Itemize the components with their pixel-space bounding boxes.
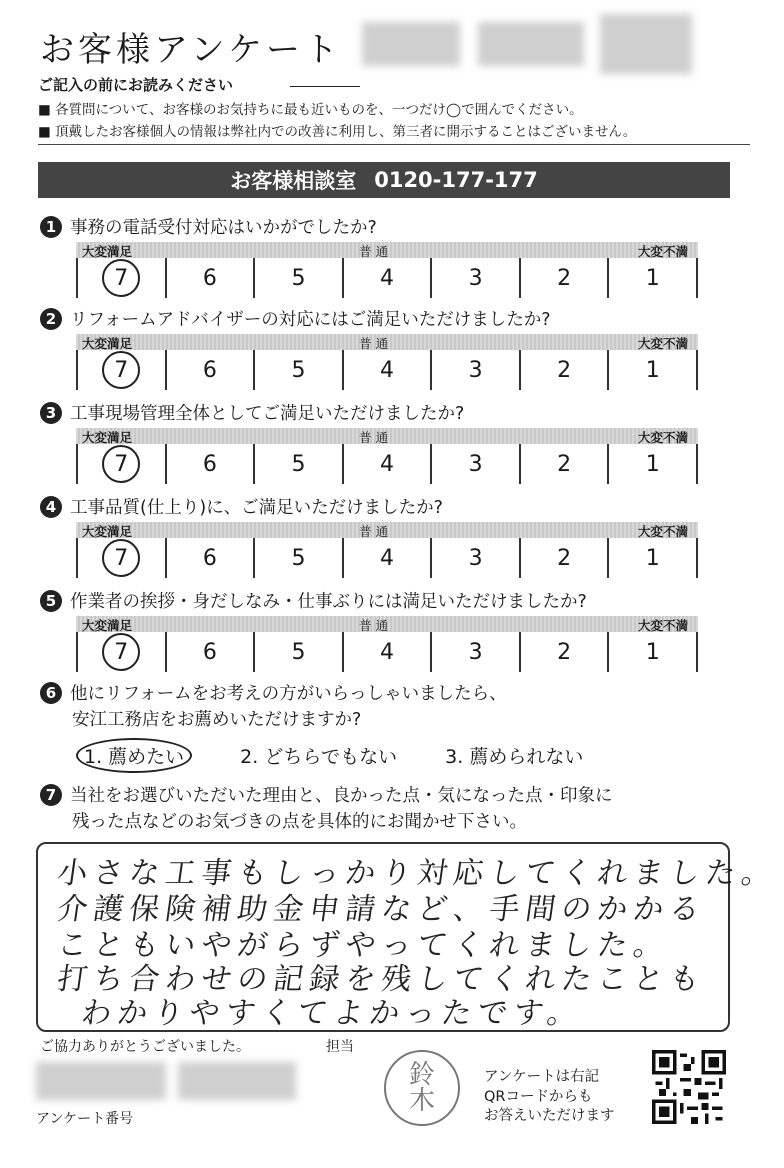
rating-option[interactable] [253,538,342,578]
rating-option[interactable] [76,632,165,672]
instruction-note: ■ 頂戴したお客様個人の情報は弊社内での改善に利用し、第三者に開示することはございません。 [38,124,637,140]
rating-option[interactable] [607,444,698,484]
redacted-name [478,22,584,66]
scale-label-right: 大変不満 [637,244,688,259]
rating-option[interactable] [519,350,608,390]
page-title: お客様アンケート [40,30,342,70]
rating-value: 5 [291,639,306,665]
rating-value: 1 [645,265,660,291]
rating-value: 2 [557,265,572,291]
rating-value: 5 [291,265,306,291]
rating-value: 2 [557,451,572,477]
rating-option[interactable] [607,350,698,390]
rating-value: 1 [645,639,660,665]
comment-box[interactable] [36,842,780,1032]
rating-option[interactable] [253,632,342,672]
question-text: 安江工務店をお薦めいただけますか? [72,710,362,730]
question-number: 7 [40,784,62,806]
rating-cells [76,632,698,672]
question-7-line2 [72,808,527,833]
staff-label: 担当 [326,1039,354,1055]
question-number: 5 [40,590,62,612]
rating-value: 5 [291,357,306,383]
q6-options [76,738,583,773]
handwritten-line: 小さな工事もしっかり対応してくれました。 [55,856,780,891]
survey-number-label: アンケート番号 [36,1111,134,1127]
scale-label-left: 大変満足 [82,524,133,539]
rating-value: 2 [557,545,572,571]
rating-scale [76,522,698,578]
seal-char: 木 [408,1086,435,1116]
rating-value: 5 [291,451,306,477]
question-number: 1 [40,216,62,238]
contact-banner [38,162,730,198]
rating-option[interactable] [76,350,165,390]
scale-label-right: 大変不満 [637,524,688,539]
scale-label-left: 大変満足 [82,336,133,351]
rating-value: 5 [291,545,306,571]
rating-cells [76,444,698,484]
rating-value: 7 [102,539,140,577]
rating-option[interactable] [76,538,165,578]
scale-label-middle: 普 通 [359,618,388,633]
rating-option[interactable] [519,538,608,578]
qr-note [484,1068,615,1127]
rating-option[interactable] [342,350,431,390]
rating-option[interactable] [253,350,342,390]
question-6 [40,680,507,705]
scale-label-middle: 普 通 [359,430,388,445]
instruction-note: ■ 各質問について、お客様のお気持ちに最も近いものを、一つだけ◯で囲んでください。 [38,102,583,118]
question-text: 事務の電話受付対応はいかがでしたか? [70,218,377,238]
scale-label-middle: 普 通 [359,336,388,351]
rating-scale [76,334,698,390]
banner-label: お客様相談室 [230,169,357,193]
rating-value: 3 [468,357,483,383]
rating-value: 6 [202,357,217,383]
rating-value: 6 [202,265,217,291]
scale-label-middle: 普 通 [359,244,388,259]
scale-label-middle: 普 通 [359,524,388,539]
question-6-line2 [72,706,361,731]
rating-value: 4 [380,639,395,665]
question-number: 4 [40,496,62,518]
rating-option[interactable] [253,444,342,484]
rating-option[interactable] [342,444,431,484]
rating-option[interactable] [342,258,431,298]
question-text: 工事品質(仕上り)に、ご満足いただけましたか? [70,498,443,518]
question-number: 2 [40,308,62,330]
rating-option[interactable] [430,538,519,578]
rating-value: 7 [102,633,140,671]
rating-option[interactable] [342,632,431,672]
question-text: リフォームアドバイザーの対応にはご満足いただけましたか? [70,310,551,330]
rating-value: 3 [468,639,483,665]
rating-value: 3 [468,545,483,571]
redacted-survey-number [36,1062,166,1100]
question-text: 当社をお選びいただいた理由と、良かった点・気になった点・印象に [70,786,613,806]
banner-phone: 0120-177-177 [374,168,538,192]
rating-value: 7 [102,445,140,483]
question-4 [40,494,443,519]
staff-seal-stamp [384,1050,460,1126]
rating-option[interactable] [165,444,254,484]
rating-value: 6 [202,639,217,665]
rating-option[interactable] [430,632,519,672]
question-7 [40,782,613,807]
scale-label-right: 大変不満 [637,430,688,445]
qr-note-line: QRコードからも [484,1088,593,1105]
option-not-recommend[interactable]: 3. 薦められない [445,746,584,768]
question-text: 作業者の挨拶・身だしなみ・仕事ぶりには満足いただけましたか? [70,592,587,612]
rating-cells [76,258,698,298]
redacted-name [362,22,460,66]
rating-option[interactable] [519,444,608,484]
scale-label-left: 大変満足 [82,618,133,633]
rating-option[interactable] [165,350,254,390]
handwritten-line: 介護保険補助金申請など、手間のかかる [55,892,708,927]
question-1 [40,214,377,239]
rating-option[interactable] [253,258,342,298]
rating-value: 1 [645,357,660,383]
rating-cells [76,350,698,390]
rating-option[interactable] [607,632,698,672]
question-5 [40,588,587,613]
rating-value: 2 [557,639,572,665]
rating-value: 6 [202,545,217,571]
rating-value: 1 [645,545,660,571]
scale-label-left: 大変満足 [82,244,133,259]
scale-label-right: 大変不満 [637,618,688,633]
rating-scale [76,616,698,672]
handwritten-line: こともいやがらずやってくれました。 [55,928,672,963]
question-2 [40,306,551,331]
option-recommend[interactable]: 1. 薦めたい [76,738,192,773]
rating-value: 3 [468,265,483,291]
rating-option[interactable] [430,350,519,390]
rating-option[interactable] [519,632,608,672]
question-text: 他にリフォームをお考えの方がいらっしゃいましたら、 [70,684,507,704]
divider [38,144,750,145]
handwritten-line: わかりやすくてよかったです。 [79,996,586,1031]
rating-option[interactable] [342,538,431,578]
question-number: 3 [40,402,62,424]
question-text: 残った点などのお気づきの点を具体的にお聞かせ下さい。 [72,812,527,832]
option-neutral[interactable]: 2. どちらでもない [240,746,398,768]
rating-option[interactable] [165,258,254,298]
rating-option[interactable] [430,444,519,484]
rating-value: 7 [102,351,140,389]
rating-option[interactable] [165,538,254,578]
rating-option[interactable] [76,258,165,298]
rating-value: 4 [380,265,395,291]
rating-value: 2 [557,357,572,383]
rating-option[interactable] [165,632,254,672]
qr-note-line: お答えいただけます [484,1108,615,1125]
rating-cells [76,538,698,578]
rating-value: 6 [202,451,217,477]
rating-option[interactable] [607,538,698,578]
rating-option[interactable] [76,444,165,484]
rating-value: 7 [102,259,140,297]
qr-code-icon[interactable] [652,1050,726,1124]
rating-option[interactable] [607,258,698,298]
redacted-name [600,14,692,74]
question-3 [40,400,464,425]
scale-label-left: 大変満足 [82,430,133,445]
thanks-text: ご協力ありがとうございました。 [40,1039,250,1055]
rating-value: 1 [645,451,660,477]
rating-value: 3 [468,451,483,477]
seal-char: 鈴 [408,1060,435,1090]
qr-note-line: アンケートは右記 [484,1069,600,1085]
question-number: 6 [40,682,62,704]
rating-scale [76,242,698,298]
instructions-heading: ご記入の前にお読みください [38,76,234,94]
rating-value: 4 [380,451,395,477]
scale-label-right: 大変不満 [637,336,688,351]
rating-option[interactable] [519,258,608,298]
divider [290,86,360,87]
rating-option[interactable] [430,258,519,298]
question-text: 工事現場管理全体としてご満足いただけましたか? [70,404,465,424]
rating-scale [76,428,698,484]
redacted-survey-number [178,1062,296,1100]
rating-value: 4 [380,357,395,383]
rating-value: 4 [380,545,395,571]
handwritten-line: 打ち合わせの記録を残してくれたことも [55,962,708,997]
